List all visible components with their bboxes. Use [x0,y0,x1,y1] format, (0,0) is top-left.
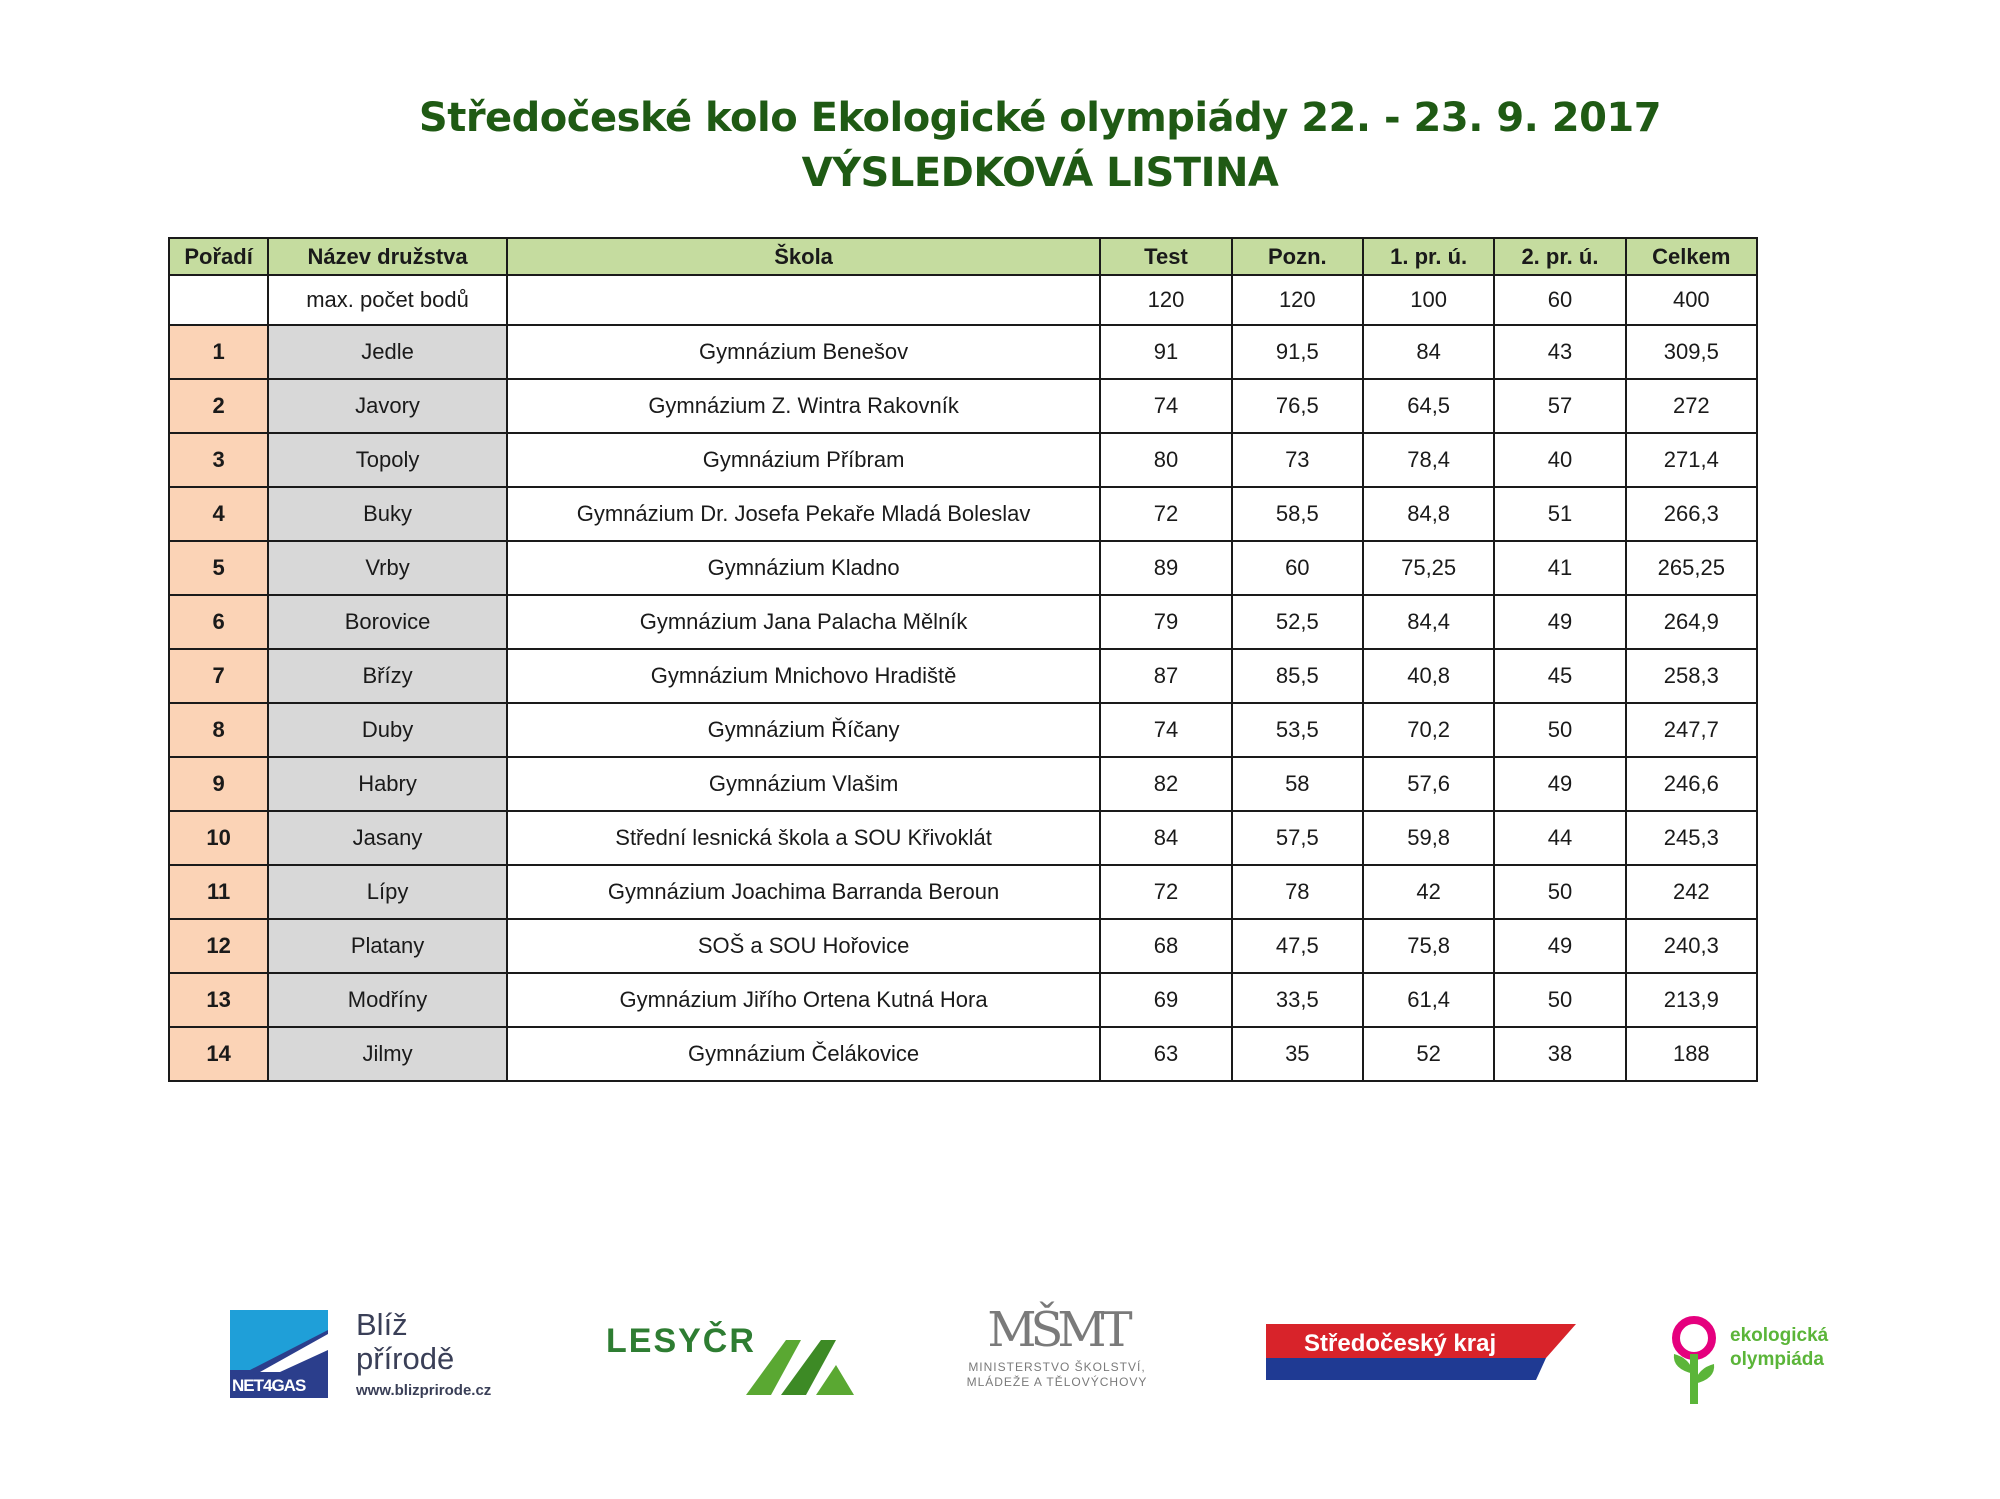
cell-pr2: 43 [1494,325,1625,379]
max-celkem: 400 [1626,275,1757,325]
cell-pr1: 75,25 [1363,541,1494,595]
cell-team: Jasany [268,811,507,865]
cell-pr2: 49 [1494,595,1625,649]
cell-pozn: 76,5 [1232,379,1363,433]
cell-team: Duby [268,703,507,757]
lesy-tree-icon [746,1330,856,1400]
cell-test: 79 [1100,595,1231,649]
header-celkem: Celkem [1626,238,1757,275]
cell-test: 87 [1100,649,1231,703]
cell-pr1: 84,4 [1363,595,1494,649]
table-row [169,703,1757,757]
cell-team: Modříny [268,973,507,1027]
cell-test: 63 [1100,1027,1231,1081]
cell-celkem: 240,3 [1626,919,1757,973]
cell-pozn: 91,5 [1232,325,1363,379]
cell-team: Topoly [268,433,507,487]
table-row [169,919,1757,973]
cell-test: 72 [1100,487,1231,541]
table-row [169,811,1757,865]
eko-line2: olympiáda [1730,1349,1824,1370]
cell-rank: 8 [169,703,268,757]
msmt-logo [932,1300,1182,1420]
cell-team: Jilmy [268,1027,507,1081]
header-pozn: Pozn. [1232,238,1363,275]
cell-celkem: 213,9 [1626,973,1757,1027]
sponsor-logos [0,1300,2000,1440]
cell-pr1: 42 [1363,865,1494,919]
max-pr2: 60 [1494,275,1625,325]
header-pr1: 1. pr. ú. [1363,238,1494,275]
results-table [168,237,1758,1082]
cell-pr1: 59,8 [1363,811,1494,865]
cell-pozn: 53,5 [1232,703,1363,757]
cell-pr1: 75,8 [1363,919,1494,973]
max-school-cell [507,275,1100,325]
cell-pr1: 78,4 [1363,433,1494,487]
cell-test: 74 [1100,379,1231,433]
ekologicka-olympiada-logo [1664,1314,1854,1414]
net4gas-label: NET4GAS [232,1376,306,1395]
max-points-row [169,275,1757,325]
net4gas-logo [230,1310,330,1400]
table-row [169,487,1757,541]
cell-pr1: 40,8 [1363,649,1494,703]
cell-pozn: 33,5 [1232,973,1363,1027]
cell-team: Javory [268,379,507,433]
cell-rank: 2 [169,379,268,433]
cell-rank: 3 [169,433,268,487]
msmt-mark: MŠMT [987,1302,1127,1358]
cell-celkem: 264,9 [1626,595,1757,649]
cell-school: Gymnázium Jiřího Ortena Kutná Hora [507,973,1100,1027]
cell-pr2: 50 [1494,703,1625,757]
bliz-line1: Blíž [356,1307,408,1342]
cell-school: Gymnázium Z. Wintra Rakovník [507,379,1100,433]
cell-celkem: 188 [1626,1027,1757,1081]
cell-school: Gymnázium Dr. Josefa Pekaře Mladá Boleslav [507,487,1100,541]
lesy-label: LESYČR [606,1322,756,1360]
table-row [169,865,1757,919]
max-pr1: 100 [1363,275,1494,325]
cell-school: Gymnázium Kladno [507,541,1100,595]
cell-celkem: 271,4 [1626,433,1757,487]
cell-school: Gymnázium Příbram [507,433,1100,487]
cell-school: Gymnázium Vlašim [507,757,1100,811]
header-row [169,238,1757,275]
cell-school: Střední lesnická škola a SOU Křivoklát [507,811,1100,865]
cell-celkem: 272 [1626,379,1757,433]
cell-celkem: 309,5 [1626,325,1757,379]
eko-flower-icon [1664,1314,1724,1409]
cell-pr2: 50 [1494,973,1625,1027]
cell-celkem: 258,3 [1626,649,1757,703]
cell-pr2: 57 [1494,379,1625,433]
cell-rank: 14 [169,1027,268,1081]
cell-team: Břízy [268,649,507,703]
cell-pr1: 52 [1363,1027,1494,1081]
cell-pozn: 35 [1232,1027,1363,1081]
cell-team: Borovice [268,595,507,649]
cell-celkem: 246,6 [1626,757,1757,811]
cell-celkem: 266,3 [1626,487,1757,541]
msmt-caption-2: MLÁDEŽE A TĚLOVÝCHOVY [966,1375,1148,1389]
table-row [169,379,1757,433]
cell-rank: 9 [169,757,268,811]
cell-pozn: 47,5 [1232,919,1363,973]
table-row [169,433,1757,487]
cell-pr1: 64,5 [1363,379,1494,433]
header-rank: Pořadí [169,238,268,275]
cell-test: 69 [1100,973,1231,1027]
max-pozn: 120 [1232,275,1363,325]
bliz-prirode-logo [356,1308,556,1408]
cell-school: SOŠ a SOU Hořovice [507,919,1100,973]
stredocesky-kraj-logo [1266,1324,1576,1380]
cell-pozn: 85,5 [1232,649,1363,703]
cell-rank: 13 [169,973,268,1027]
cell-team: Habry [268,757,507,811]
cell-school: Gymnázium Jana Palacha Mělník [507,595,1100,649]
cell-pr2: 45 [1494,649,1625,703]
page-title: Středočeské kolo Ekologické olympiády 22. - 23. 9. 2017 [418,95,1662,141]
cell-test: 68 [1100,919,1231,973]
cell-celkem: 242 [1626,865,1757,919]
lesy-cr-logo [606,1322,846,1402]
cell-pr2: 41 [1494,541,1625,595]
cell-test: 91 [1100,325,1231,379]
page-subtitle: VÝSLEDKOVÁ LISTINA [801,150,1279,196]
eko-line1: ekologická [1730,1325,1829,1346]
cell-pozn: 58,5 [1232,487,1363,541]
cell-school: Gymnázium Joachima Barranda Beroun [507,865,1100,919]
cell-team: Vrby [268,541,507,595]
header-pr2: 2. pr. ú. [1494,238,1625,275]
cell-pozn: 78 [1232,865,1363,919]
cell-rank: 11 [169,865,268,919]
cell-team: Platany [268,919,507,973]
cell-pr2: 51 [1494,487,1625,541]
header-test: Test [1100,238,1231,275]
table-row [169,595,1757,649]
cell-celkem: 247,7 [1626,703,1757,757]
cell-test: 80 [1100,433,1231,487]
cell-celkem: 265,25 [1626,541,1757,595]
cell-rank: 5 [169,541,268,595]
table-row [169,973,1757,1027]
cell-pr1: 84,8 [1363,487,1494,541]
cell-pozn: 73 [1232,433,1363,487]
cell-rank: 6 [169,595,268,649]
table-row [169,541,1757,595]
cell-pr2: 38 [1494,1027,1625,1081]
cell-pozn: 60 [1232,541,1363,595]
max-label: max. počet bodů [268,275,507,325]
cell-pr2: 49 [1494,757,1625,811]
cell-team: Jedle [268,325,507,379]
cell-team: Buky [268,487,507,541]
cell-test: 72 [1100,865,1231,919]
cell-rank: 10 [169,811,268,865]
cell-test: 84 [1100,811,1231,865]
kraj-label: Středočeský kraj [1304,1330,1497,1357]
max-rank-cell [169,275,268,325]
cell-pozn: 58 [1232,757,1363,811]
cell-pr1: 61,4 [1363,973,1494,1027]
cell-test: 74 [1100,703,1231,757]
cell-pr1: 70,2 [1363,703,1494,757]
cell-pozn: 52,5 [1232,595,1363,649]
cell-school: Gymnázium Čelákovice [507,1027,1100,1081]
cell-test: 82 [1100,757,1231,811]
table-row [169,649,1757,703]
cell-pr2: 49 [1494,919,1625,973]
cell-rank: 4 [169,487,268,541]
cell-pozn: 57,5 [1232,811,1363,865]
table-row [169,1027,1757,1081]
bliz-url: www.blizprirode.cz [356,1382,492,1399]
cell-pr2: 40 [1494,433,1625,487]
bliz-line2: přírodě [356,1341,455,1376]
cell-test: 89 [1100,541,1231,595]
cell-rank: 12 [169,919,268,973]
cell-rank: 1 [169,325,268,379]
cell-celkem: 245,3 [1626,811,1757,865]
cell-school: Gymnázium Mnichovo Hradiště [507,649,1100,703]
table-row [169,757,1757,811]
cell-rank: 7 [169,649,268,703]
msmt-caption-1: MINISTERSTVO ŠKOLSTVÍ, [968,1360,1146,1374]
cell-school: Gymnázium Říčany [507,703,1100,757]
cell-team: Lípy [268,865,507,919]
cell-pr1: 84 [1363,325,1494,379]
header-school: Škola [507,238,1100,275]
max-test: 120 [1100,275,1231,325]
table-row [169,325,1757,379]
cell-pr2: 44 [1494,811,1625,865]
cell-school: Gymnázium Benešov [507,325,1100,379]
cell-pr2: 50 [1494,865,1625,919]
cell-pr1: 57,6 [1363,757,1494,811]
header-team: Název družstva [268,238,507,275]
